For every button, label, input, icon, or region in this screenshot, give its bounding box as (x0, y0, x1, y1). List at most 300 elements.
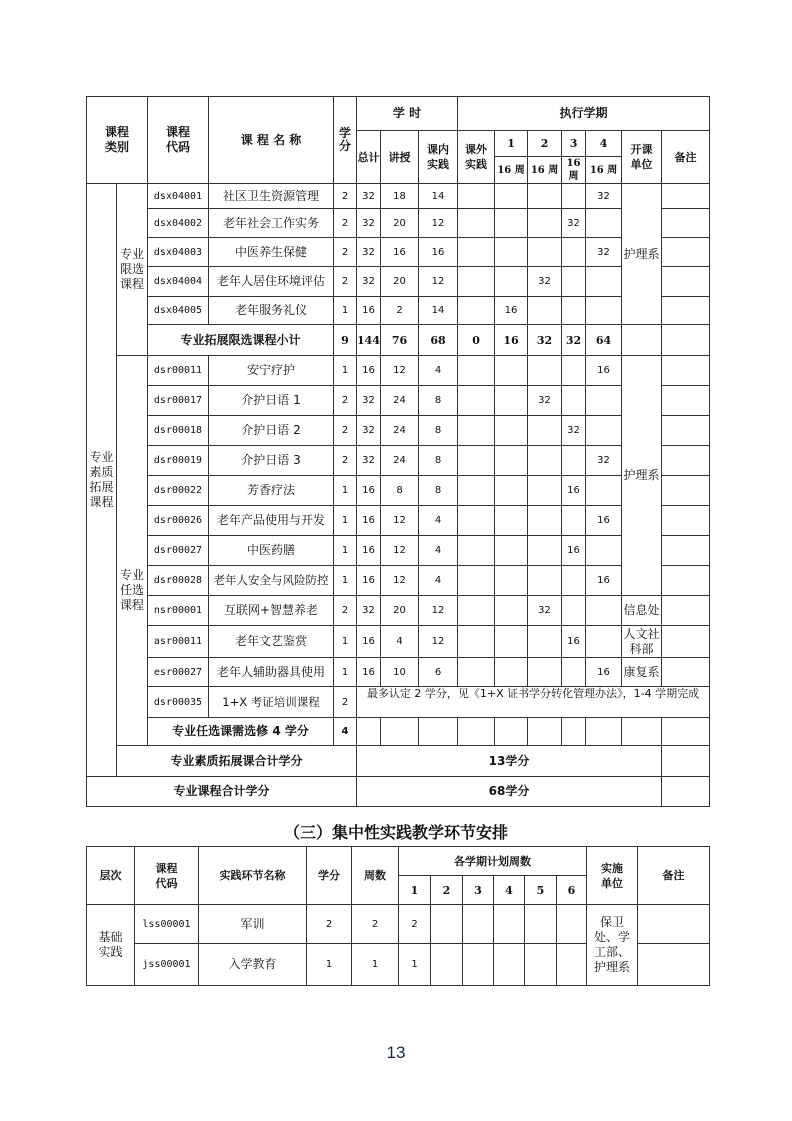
sem-1 (495, 209, 528, 238)
subtotal-row (87, 325, 710, 356)
category-total-row (87, 746, 710, 777)
course-credit: 1 (334, 297, 357, 325)
hours-lecture: 12 (381, 356, 419, 386)
hours-total: 32 (357, 446, 381, 476)
hours-lecture: 24 (381, 386, 419, 416)
level: 基础实践 (87, 905, 135, 986)
sem-2 (431, 905, 463, 944)
hours-total: 16 (357, 566, 381, 596)
course-name: 安宁疗护 (209, 356, 334, 386)
empty-cell (419, 718, 458, 746)
table-row (87, 446, 710, 476)
header-semester-group: 各学期计划周数 (399, 847, 587, 876)
hours-total: 32 (357, 596, 381, 626)
course-credit: 2 (334, 386, 357, 416)
course-code: dsr00019 (148, 446, 209, 476)
sem-1 (495, 506, 528, 536)
header-sem-3: 3 (562, 131, 586, 157)
header-hours: 学 时 (357, 97, 458, 131)
practice-name: 军训 (199, 905, 307, 944)
table-row (87, 356, 710, 386)
hours-total: 16 (357, 476, 381, 506)
hours-out-class (458, 356, 495, 386)
header-semesters: 执行学期 (458, 97, 710, 131)
sem-2 (528, 566, 562, 596)
category-main: 专业素质拓展课程 (87, 184, 117, 777)
hours-out-class (458, 506, 495, 536)
category-total-label: 专业素质拓展课合计学分 (117, 746, 357, 777)
remarks (662, 184, 710, 209)
hours-total: 32 (357, 267, 381, 297)
subtotal-in-class: 68 (419, 325, 458, 356)
course-name: 老年文艺鉴赏 (209, 626, 334, 658)
sem-4 (586, 476, 622, 506)
hours-out-class (458, 209, 495, 238)
sem-5 (525, 944, 557, 986)
sem-4 (586, 536, 622, 566)
course-name: 介护日语 3 (209, 446, 334, 476)
course-code: dsx04004 (148, 267, 209, 297)
practice-table (86, 846, 710, 986)
sem-2 (528, 356, 562, 386)
course-credit: 2 (334, 687, 357, 718)
course-code: dsx04003 (148, 238, 209, 267)
credit: 2 (307, 905, 352, 944)
course-code: dsx04005 (148, 297, 209, 325)
program-total-label: 专业课程合计学分 (87, 777, 357, 807)
sem-3 (562, 566, 586, 596)
table-row (87, 476, 710, 506)
remarks (662, 566, 710, 596)
remarks (662, 506, 710, 536)
header-sem-1: 1 (399, 876, 431, 905)
course-name: 社区卫生资源管理 (209, 184, 334, 209)
sem-3 (562, 238, 586, 267)
hours-lecture: 20 (381, 596, 419, 626)
table-row (87, 238, 710, 267)
empty-cell (495, 718, 528, 746)
header-category: 课程类别 (87, 97, 148, 184)
sem-3 (562, 386, 586, 416)
table-row (87, 626, 710, 658)
hours-in-class: 12 (419, 626, 458, 658)
course-name: 芳香疗法 (209, 476, 334, 506)
hours-total: 32 (357, 209, 381, 238)
category-elective: 专业任选课程 (117, 356, 148, 746)
hours-lecture: 12 (381, 536, 419, 566)
program-total-value: 68学分 (357, 777, 662, 807)
header-weeks-2: 16 周 (528, 157, 562, 184)
header-code: 课程代码 (135, 847, 199, 905)
hours-out-class (458, 446, 495, 476)
course-code: dsr00018 (148, 416, 209, 446)
header-name: 实践环节名称 (199, 847, 307, 905)
remarks (662, 596, 710, 626)
sem-3 (463, 944, 494, 986)
course-name: 老年人安全与风险防控 (209, 566, 334, 596)
sem-3 (562, 184, 586, 209)
course-code: dsr00026 (148, 506, 209, 536)
sem-2: 32 (528, 386, 562, 416)
empty-cell (458, 718, 495, 746)
remarks (662, 267, 710, 297)
department: 护理系 (622, 356, 662, 596)
subtotal-total: 144 (357, 325, 381, 356)
sem-3: 32 (562, 209, 586, 238)
subtotal-lecture: 76 (381, 325, 419, 356)
hours-out-class (458, 658, 495, 687)
subtotal-sem-1: 16 (495, 325, 528, 356)
sem-2: 32 (528, 596, 562, 626)
hours-in-class: 4 (419, 506, 458, 536)
required-credit: 4 (334, 718, 357, 746)
course-credit: 2 (334, 596, 357, 626)
table-row (87, 184, 710, 209)
remarks (662, 238, 710, 267)
sem-2 (528, 536, 562, 566)
course-credit: 2 (334, 446, 357, 476)
sem-4 (586, 209, 622, 238)
hours-in-class: 12 (419, 209, 458, 238)
sem-3 (562, 297, 586, 325)
sem-4 (586, 596, 622, 626)
sem-1 (495, 416, 528, 446)
sem-1 (495, 626, 528, 658)
sem-4: 16 (586, 356, 622, 386)
header-remarks: 备注 (638, 847, 710, 905)
hours-in-class: 14 (419, 184, 458, 209)
course-credit: 2 (334, 416, 357, 446)
hours-out-class (458, 238, 495, 267)
sem-4: 16 (586, 658, 622, 687)
sem-4 (586, 386, 622, 416)
sem-3 (463, 905, 494, 944)
subtotal-sem-2: 32 (528, 325, 562, 356)
header-credit: 学分 (307, 847, 352, 905)
remarks (662, 446, 710, 476)
hours-total: 16 (357, 536, 381, 566)
empty-cell (662, 718, 710, 746)
course-credit: 1 (334, 476, 357, 506)
course-code: esr00027 (148, 658, 209, 687)
subtotal-department (622, 325, 662, 356)
course-code: dsr00017 (148, 386, 209, 416)
table-row (87, 209, 710, 238)
course-credit: 2 (334, 267, 357, 297)
remarks (662, 209, 710, 238)
hours-total: 32 (357, 386, 381, 416)
sem-4: 32 (586, 446, 622, 476)
empty-cell (381, 718, 419, 746)
sem-1 (495, 356, 528, 386)
empty-cell (586, 718, 622, 746)
header-credit: 学分 (334, 97, 357, 184)
hours-in-class: 8 (419, 416, 458, 446)
sem-4 (494, 905, 525, 944)
sem-3 (562, 267, 586, 297)
hours-out-class (458, 184, 495, 209)
credit: 1 (307, 944, 352, 986)
hours-out-class (458, 267, 495, 297)
weeks: 1 (352, 944, 399, 986)
cert-row (87, 687, 710, 718)
section-title: （三）集中性实践教学环节安排 (283, 823, 508, 842)
sem-1 (495, 446, 528, 476)
course-credit: 1 (334, 658, 357, 687)
table-row (87, 506, 710, 536)
remarks (662, 356, 710, 386)
header-hours-total: 总计 (357, 131, 381, 184)
department: 护理系 (622, 184, 662, 325)
hours-out-class (458, 626, 495, 658)
hours-total: 16 (357, 626, 381, 658)
course-credit: 1 (334, 626, 357, 658)
sem-2 (528, 297, 562, 325)
empty-cell (528, 718, 562, 746)
header-sem-6: 6 (557, 876, 587, 905)
course-code: dsx04002 (148, 209, 209, 238)
hours-lecture: 20 (381, 209, 419, 238)
table-row (87, 386, 710, 416)
sem-4: 16 (586, 506, 622, 536)
sem-1: 16 (495, 297, 528, 325)
sem-3 (562, 506, 586, 536)
hours-lecture: 2 (381, 297, 419, 325)
header-sem-4: 4 (586, 131, 622, 157)
practice-name: 入学教育 (199, 944, 307, 986)
remarks (638, 905, 710, 944)
sem-1 (495, 566, 528, 596)
header-sem-2: 2 (528, 131, 562, 157)
table-row (87, 566, 710, 596)
hours-in-class: 4 (419, 536, 458, 566)
empty-cell (357, 718, 381, 746)
hours-lecture: 12 (381, 566, 419, 596)
sem-4: 16 (586, 566, 622, 596)
hours-lecture: 24 (381, 446, 419, 476)
hours-in-class: 16 (419, 238, 458, 267)
subtotal-label: 专业拓展限选课程小计 (148, 325, 334, 356)
sem-3 (562, 596, 586, 626)
sem-4 (494, 944, 525, 986)
course-code: dsr00028 (148, 566, 209, 596)
required-label: 专业任选课需选修 4 学分 (148, 718, 334, 746)
hours-in-class: 12 (419, 596, 458, 626)
hours-in-class: 6 (419, 658, 458, 687)
course-name: 老年服务礼仪 (209, 297, 334, 325)
sem-4 (586, 416, 622, 446)
sem-6 (557, 944, 587, 986)
remarks (662, 386, 710, 416)
hours-in-class: 12 (419, 267, 458, 297)
course-name: 老年人辅助器具使用 (209, 658, 334, 687)
course-name: 1+X 考证培训课程 (209, 687, 334, 718)
hours-lecture: 12 (381, 506, 419, 536)
course-credit: 1 (334, 506, 357, 536)
sem-4 (586, 626, 622, 658)
sem-1: 1 (399, 944, 431, 986)
hours-out-class (458, 476, 495, 506)
hours-in-class: 4 (419, 356, 458, 386)
hours-total: 16 (357, 658, 381, 687)
hours-out-class (458, 297, 495, 325)
sem-2 (528, 416, 562, 446)
hours-lecture: 10 (381, 658, 419, 687)
remarks (662, 626, 710, 658)
hours-out-class (458, 596, 495, 626)
hours-in-class: 8 (419, 446, 458, 476)
hours-lecture: 24 (381, 416, 419, 446)
header-hours-out-class: 课外实践 (458, 131, 495, 184)
course-table (86, 96, 710, 807)
header-weeks: 周数 (352, 847, 399, 905)
empty-cell (662, 777, 710, 807)
empty-cell (622, 718, 662, 746)
header-sem-5: 5 (525, 876, 557, 905)
header-sem-4: 4 (494, 876, 525, 905)
sem-2 (528, 184, 562, 209)
sem-4: 32 (586, 184, 622, 209)
remarks (662, 658, 710, 687)
course-name: 中医养生保健 (209, 238, 334, 267)
sem-3: 16 (562, 626, 586, 658)
course-code: jss00001 (135, 944, 199, 986)
sem-3 (562, 658, 586, 687)
hours-lecture: 18 (381, 184, 419, 209)
table-row (87, 905, 710, 944)
hours-total: 32 (357, 238, 381, 267)
header-hours-lecture: 讲授 (381, 131, 419, 184)
table-row (87, 267, 710, 297)
course-credit: 1 (334, 356, 357, 386)
sem-3 (562, 446, 586, 476)
header-unit: 实施单位 (587, 847, 638, 905)
page-number: 13 (386, 1043, 406, 1062)
sem-2 (528, 626, 562, 658)
course-name: 老年产品使用与开发 (209, 506, 334, 536)
sem-2 (528, 658, 562, 687)
department: 信息处 (622, 596, 662, 626)
sem-1 (495, 267, 528, 297)
remarks (662, 416, 710, 446)
course-credit: 1 (334, 536, 357, 566)
hours-lecture: 8 (381, 476, 419, 506)
course-name: 介护日语 2 (209, 416, 334, 446)
course-name: 老年社会工作实务 (209, 209, 334, 238)
header-sem-1: 1 (495, 131, 528, 157)
header-weeks-3: 16 周 (562, 157, 586, 184)
header-remarks: 备注 (662, 131, 710, 184)
sem-4 (586, 297, 622, 325)
sem-3 (562, 356, 586, 386)
hours-total: 16 (357, 297, 381, 325)
course-code: lss00001 (135, 905, 199, 944)
subtotal-sem-4: 64 (586, 325, 622, 356)
sem-3: 32 (562, 416, 586, 446)
hours-lecture: 16 (381, 238, 419, 267)
header-level: 层次 (87, 847, 135, 905)
course-code: dsr00035 (148, 687, 209, 718)
hours-total: 16 (357, 356, 381, 386)
hours-in-class: 8 (419, 386, 458, 416)
header-sem-2: 2 (431, 876, 463, 905)
sem-1 (495, 476, 528, 506)
sem-2 (431, 944, 463, 986)
sem-2 (528, 506, 562, 536)
weeks: 2 (352, 905, 399, 944)
sem-6 (557, 905, 587, 944)
sem-1 (495, 536, 528, 566)
required-row (87, 718, 710, 746)
hours-out-class (458, 386, 495, 416)
course-code: nsr00001 (148, 596, 209, 626)
sem-1 (495, 238, 528, 267)
course-code: dsx04001 (148, 184, 209, 209)
hours-in-class: 8 (419, 476, 458, 506)
sem-2 (528, 209, 562, 238)
empty-cell (662, 746, 710, 777)
header-department: 开课单位 (622, 131, 662, 184)
department: 人文社科部 (623, 626, 660, 656)
sem-1 (495, 184, 528, 209)
sem-1: 2 (399, 905, 431, 944)
remarks (662, 297, 710, 325)
sem-2 (528, 238, 562, 267)
course-code: dsr00022 (148, 476, 209, 506)
table-row (87, 658, 710, 687)
program-total-row (87, 777, 710, 807)
sem-4 (586, 267, 622, 297)
course-credit: 2 (334, 184, 357, 209)
header-name: 课 程 名 称 (209, 97, 334, 184)
sem-3: 16 (562, 536, 586, 566)
sem-1 (495, 596, 528, 626)
header-code: 课程代码 (148, 97, 209, 184)
sem-2 (528, 446, 562, 476)
department: 康复系 (622, 658, 662, 687)
subtotal-credit: 9 (334, 325, 357, 356)
table-row (87, 297, 710, 325)
hours-lecture: 20 (381, 267, 419, 297)
course-name: 老年人居住环境评估 (209, 267, 334, 297)
header-weeks-4: 16 周 (586, 157, 622, 184)
hours-total: 32 (357, 416, 381, 446)
unit: 保卫处、学工部、护理系 (587, 905, 638, 986)
remarks (662, 476, 710, 506)
sem-2: 32 (528, 267, 562, 297)
header-hours-in-class: 课内实践 (419, 131, 458, 184)
course-name: 介护日语 1 (209, 386, 334, 416)
sem-1 (495, 386, 528, 416)
subtotal-sem-3: 32 (562, 325, 586, 356)
course-name: 中医药膳 (209, 536, 334, 566)
sem-2 (528, 476, 562, 506)
header-sem-3: 3 (463, 876, 494, 905)
table-row (87, 416, 710, 446)
course-name: 互联网+智慧养老 (209, 596, 334, 626)
category-total-value: 13学分 (357, 746, 662, 777)
hours-total: 32 (357, 184, 381, 209)
sem-1 (495, 658, 528, 687)
course-code: asr00011 (148, 626, 209, 658)
category-restricted: 专业限选课程 (117, 184, 148, 356)
course-code: dsr00027 (148, 536, 209, 566)
sem-4: 32 (586, 238, 622, 267)
hours-out-class (458, 536, 495, 566)
empty-cell (562, 718, 586, 746)
hours-in-class: 4 (419, 566, 458, 596)
table-row (87, 596, 710, 626)
